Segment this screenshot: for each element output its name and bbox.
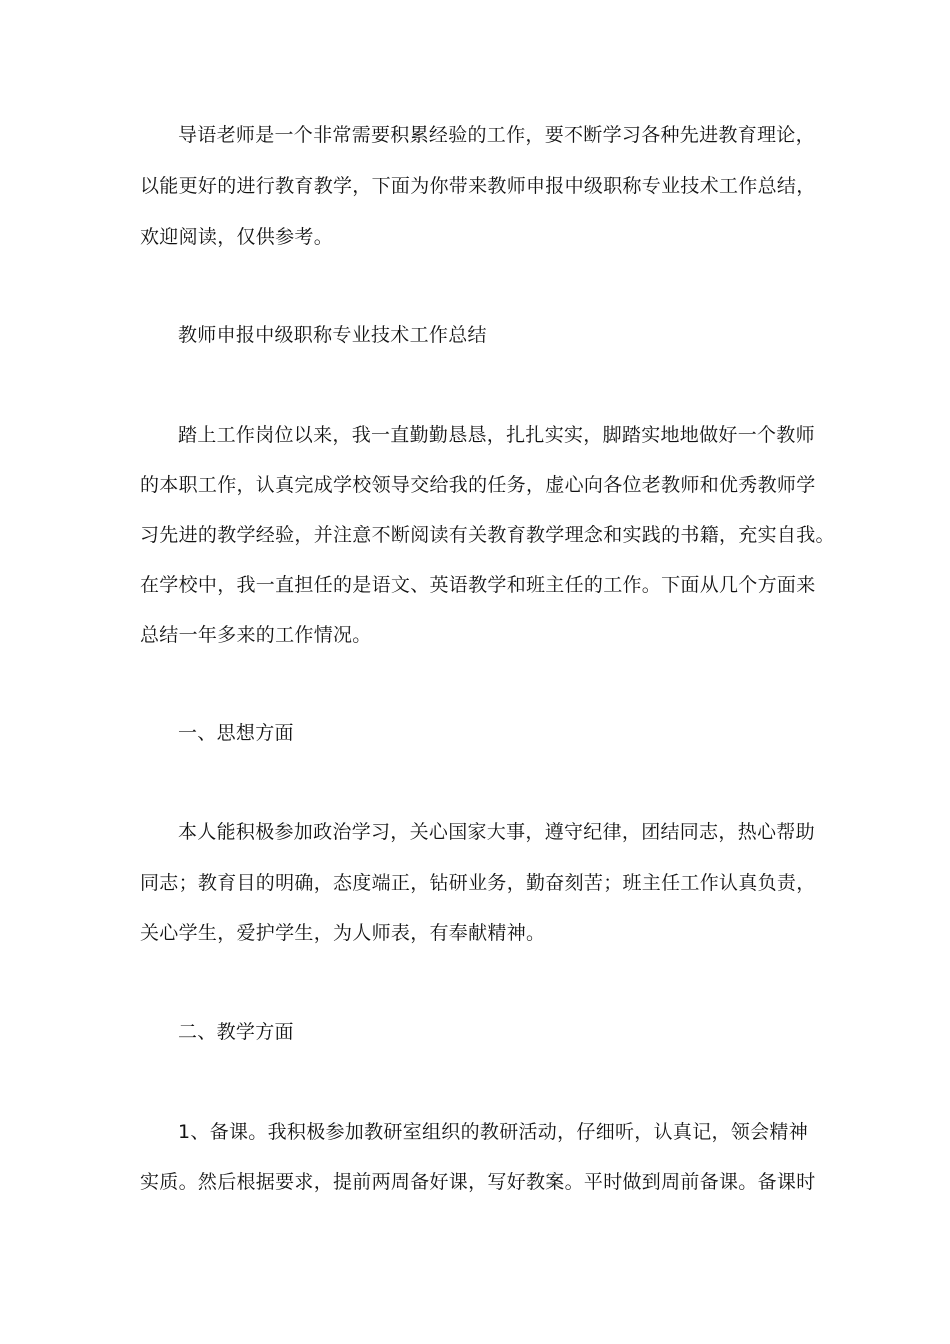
para1-line-1: 踏上工作岗位以来，我一直勤勤恳恳，扎扎实实，脚踏实地地做好一个教师 xyxy=(178,424,815,446)
intro-line-2: 以能更好的进行教育教学，下面为你带来教师申报中级职称专业技术工作总结， xyxy=(140,175,816,197)
para1-line-4: 在学校中，我一直担任的是语文、英语教学和班主任的工作。下面从几个方面来 xyxy=(140,574,816,596)
intro-line-1: 导语老师是一个非常需要积累经验的工作，要不断学习各种先进教育理论， xyxy=(178,124,815,146)
para1-line-2: 的本职工作，认真完成学校领导交给我的任务，虚心向各位老教师和优秀教师学 xyxy=(140,474,816,496)
section1-line-2: 同志；教育目的明确，态度端正，钻研业务，勤奋刻苦；班主任工作认真负责， xyxy=(140,872,816,894)
document-title: 教师申报中级职称专业技术工作总结 xyxy=(178,324,487,346)
section-1-heading: 一、思想方面 xyxy=(178,722,294,744)
section1-line-3: 关心学生，爱护学生，为人师表，有奉献精神。 xyxy=(140,922,546,944)
section-2-heading: 二、教学方面 xyxy=(178,1021,294,1043)
section2-line-1: 1、备课。我积极参加教研室组织的教研活动，仔细听，认真记，领会精神 xyxy=(178,1121,808,1143)
para1-line-5: 总结一年多来的工作情况。 xyxy=(140,624,372,646)
section1-line-1: 本人能积极参加政治学习，关心国家大事，遵守纪律，团结同志，热心帮助 xyxy=(178,821,815,843)
para1-line-3: 习先进的教学经验，并注意不断阅读有关教育教学理念和实践的书籍，充实自我。 xyxy=(140,524,835,546)
section2-line-2: 实质。然后根据要求，提前两周备好课，写好教案。平时做到周前备课。备课时 xyxy=(140,1171,816,1193)
intro-line-3: 欢迎阅读，仅供参考。 xyxy=(140,226,334,248)
